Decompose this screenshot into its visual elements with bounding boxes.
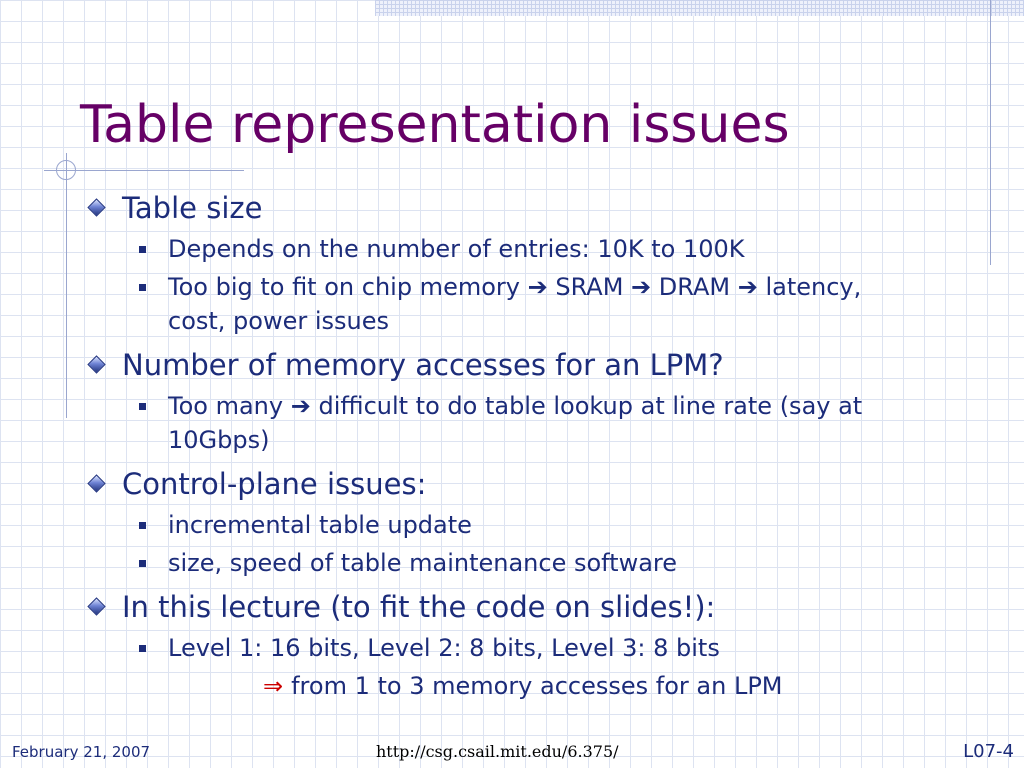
- diamond-bullet-icon: [87, 355, 105, 373]
- sub-bullet: [86, 389, 916, 457]
- bullet-memory-accesses: [86, 345, 916, 385]
- square-bullet-icon: [139, 522, 146, 529]
- sub-bullet-text: Level 1: 16 bits, Level 2: 8 bits, Level 3: 8 bits: [168, 634, 720, 662]
- sub-bullet: [86, 270, 916, 338]
- right-decorative-line: [990, 0, 991, 265]
- footer-page-number: L07-4: [963, 741, 1014, 762]
- bullet-table-size: [86, 188, 916, 228]
- arrow-icon: ➔: [737, 273, 758, 301]
- left-decorative-line: [66, 153, 67, 418]
- implication-line: [86, 667, 916, 705]
- diamond-bullet-icon: [87, 474, 105, 492]
- arrow-icon: ➔: [527, 273, 548, 301]
- sub-bullet: [86, 508, 916, 542]
- bullet-text: Control-plane issues:: [122, 467, 427, 501]
- sub-bullet-text: Depends on the number of entries: 10K to 100K: [168, 235, 745, 263]
- arrow-icon: ➔: [290, 392, 311, 420]
- implication-text: from 1 to 3 memory accesses for an LPM: [291, 672, 783, 700]
- crosshair-decoration: [56, 160, 76, 180]
- diamond-bullet-icon: [87, 198, 105, 216]
- sub-bullet: [86, 631, 916, 665]
- square-bullet-icon: [139, 560, 146, 567]
- sub-bullet-text: size, speed of table maintenance software: [168, 549, 678, 577]
- square-bullet-icon: [139, 403, 146, 410]
- sub-bullet: [86, 232, 916, 266]
- bullet-this-lecture: [86, 587, 916, 627]
- square-bullet-icon: [139, 645, 146, 652]
- slide-body: [86, 188, 916, 705]
- sub-bullet-text: SRAM: [547, 273, 632, 301]
- sub-bullet: [86, 546, 916, 580]
- top-decorative-band: [375, 0, 1024, 16]
- sub-bullet-text: Too many: [168, 392, 291, 420]
- bullet-control-plane: [86, 464, 916, 504]
- bullet-text: In this lecture (to fit the code on slides!):: [122, 590, 716, 624]
- square-bullet-icon: [139, 284, 146, 291]
- footer-url: http://csg.csail.mit.edu/6.375/: [376, 742, 619, 761]
- implies-arrow-icon: ⇒: [263, 672, 284, 700]
- sub-bullet-text: incremental table update: [168, 511, 472, 539]
- bullet-text: Number of memory accesses for an LPM?: [122, 348, 724, 382]
- footer-date: February 21, 2007: [12, 743, 151, 761]
- sub-bullet-text: Too big to fit on chip memory: [168, 273, 528, 301]
- sub-bullet-text: latency, cost, power issues: [168, 273, 862, 335]
- sub-bullet-text: DRAM: [651, 273, 738, 301]
- sub-bullet-text: difficult to do table lookup at line rate (say at 10Gbps): [168, 392, 863, 454]
- arrow-icon: ➔: [631, 273, 652, 301]
- diamond-bullet-icon: [87, 597, 105, 615]
- bullet-text: Table size: [122, 191, 263, 225]
- slide-title: Table representation issues: [80, 95, 790, 155]
- square-bullet-icon: [139, 246, 146, 253]
